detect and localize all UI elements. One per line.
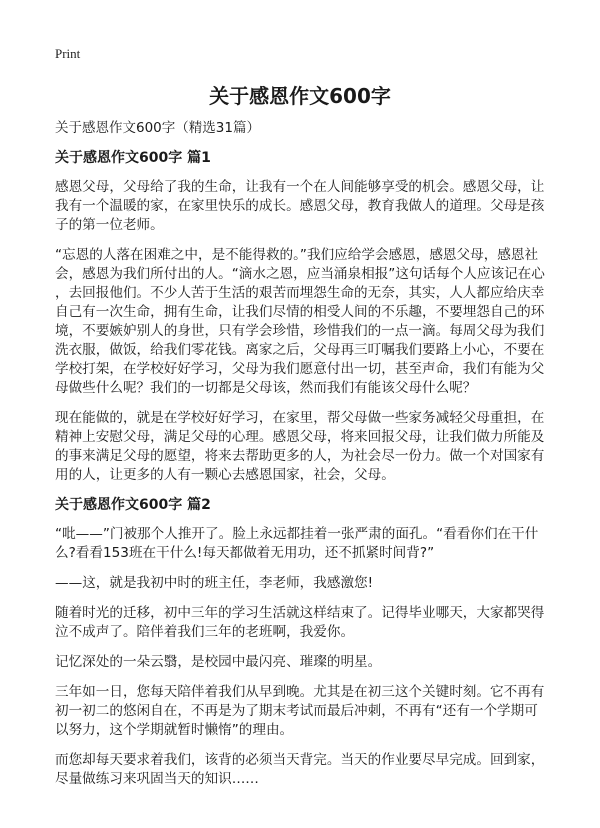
paragraph: 三年如一日，您每天陪伴着我们从早到晚。尤其是在初三这个关键时刻。它不再有 初一初二的悠闲自在，不再是为了期末考试而最后冲刺，不再有“还有一个学期可 以努力，这个学期就暂时懒惰”的理由。: [55, 684, 545, 738]
section-heading: 关于感恩作文600字 篇1: [55, 150, 211, 166]
paragraph: ——这，就是我初中时的班主任，李老师，我感激您!: [55, 575, 374, 591]
print-link[interactable]: Print: [55, 46, 81, 61]
section-heading: 关于感恩作文600字 篇2: [55, 497, 211, 513]
paragraph: “吡——”门被那个人推开了。脸上永远都挂着一张严肃的面孔。“看看你们在干什 么?看看153班在干什么!每天都做着无用功，还不抓紧时间背?”: [55, 526, 539, 561]
page-title: 关于感恩作文600字: [209, 84, 391, 108]
paragraph: “忘恩的人落在困难之中，是不能得救的。”我们应给学会感恩，感恩父母，感恩社 会，感恩为我们所付出的人。“滴水之恩，应当涌泉相报”这句话每个人应该记在心 ，去回报他们。不少人苦于生活的艰苦而埋怨生命的无奈，其实，人人都应给庆幸 自己有一次生命，拥有生命，让我们尽情的相受人间的不乐趣，不要埋怨自己的环 境，不要嫉妒别人的身世，只有学会珍惜，珍惜我们的一点一滴。每周父母为我们 洗衣服，做饭，给我们零花钱。离家之后，父母再三叮嘱我们要路上小心，不要在 学校打架，在学校好好学习，父母为我们愿意付出一切，甚至声命，我们有能为父 母做些什么呢？我们的一切都是父母该，然而我们有能该父母什么呢？: [55, 247, 545, 396]
document-subtitle: 关于感恩作文600字（精选31篇）: [55, 120, 260, 136]
paragraph: 现在能做的，就是在学校好好学习，在家里，帮父母做一些家务减轻父母重担，在 精神上安慰父母，满足父母的心理。感恩父母，将来回报父母，让我们做力所能及 的事来满足父母的愿望，将来去帮助更多的人，为社会尽一份力。做一个对国家有 用的人，让更多的人有一颗心去感恩国家，社会，父母。: [55, 410, 545, 483]
paragraph: 感恩父母，父母给了我的生命，让我有一个在人间能够享受的机会。感恩父母，让 我有一个温暖的家，在家里快乐的成长。感恩父母，教育我做人的道理。父母是孩 子的第一位老师。: [55, 179, 545, 233]
document-body: [55, 119, 555, 800]
paragraph: 而您却每天要求着我们，该背的必须当天背完。当天的作业要尽早完成。回到家， 尽量做练习来巩固当天的知识……: [55, 752, 545, 787]
paragraph: 随着时光的迁移，初中三年的学习生活就这样结束了。记得毕业哪天，大家都哭得 泣不成声了。陪伴着我们三年的老班啊，我爱你。: [55, 605, 545, 640]
paragraph: 记忆深处的一朵云翳，是校园中最闪亮、璀璨的明星。: [55, 654, 382, 670]
